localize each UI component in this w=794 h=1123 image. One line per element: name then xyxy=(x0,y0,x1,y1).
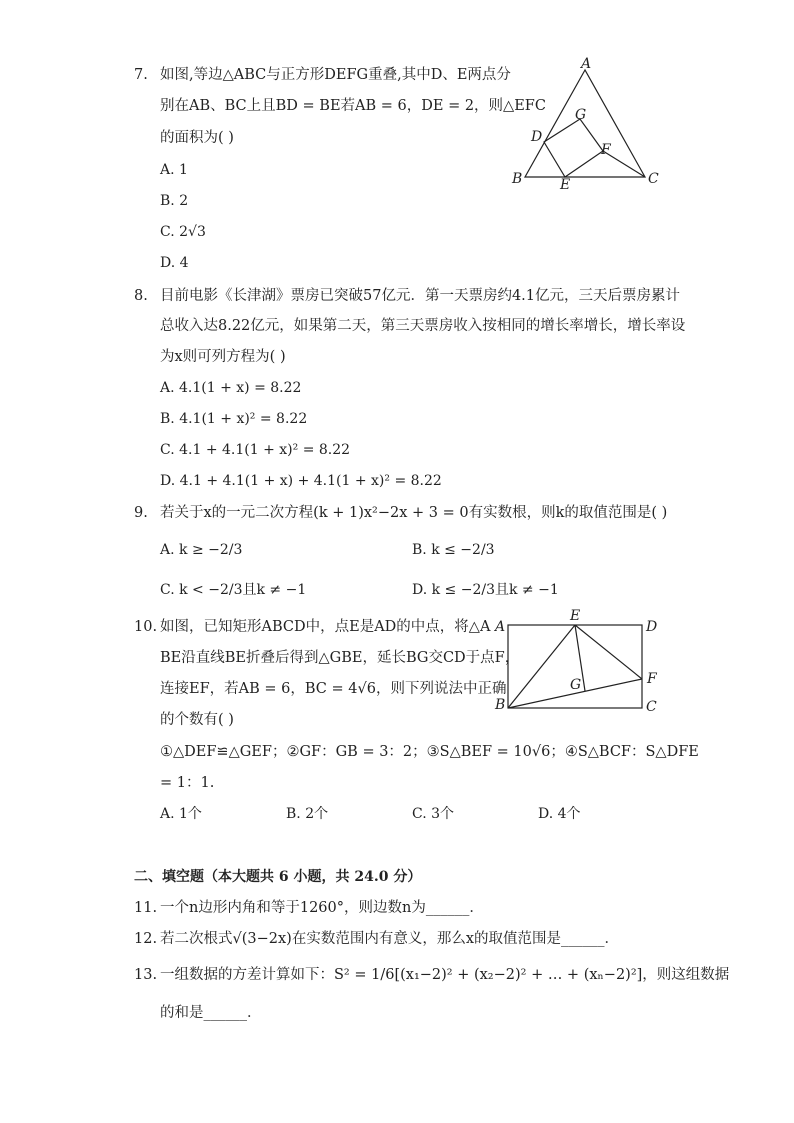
option-d: D. 4 xyxy=(160,255,189,271)
label-d: D xyxy=(531,129,543,145)
statement-list: ①△DEF≌△GEF；②GF：GB = 3：2；③S△BEF = 10√6；④S△BCF：S△DFE xyxy=(160,744,699,760)
label-e: E xyxy=(560,177,571,193)
label-a: A xyxy=(581,56,592,72)
option-d: D. k ≤ −2/3且k ≠ −1 xyxy=(412,582,559,598)
question-text: BE沿直线BE折叠后得到△GBE，延长BG交CD于点F， xyxy=(160,650,520,666)
option-a: A. 4.1(1 + x) = 8.22 xyxy=(160,380,302,396)
question-text: 若关于x的一元二次方程(k + 1)x²−2x + 3 = 0有实数根，则k的取值范围是( ) xyxy=(160,505,668,521)
question-text: 如图，已知矩形ABCD中，点E是AD的中点，将△A xyxy=(160,619,491,635)
question-text: 的个数有( ) xyxy=(160,712,234,728)
question-text: 如图,等边△ABC与正方形DEFG重叠,其中D、E两点分 xyxy=(160,67,511,83)
option-b: B. 4.1(1 + x)² = 8.22 xyxy=(160,411,308,427)
question-text: 的面积为( ) xyxy=(160,130,234,146)
question-text: 一组数据的方差计算如下：S² = 1/6[(x₁−2)² + (x₂−2)² + … + (xₙ−2)²]，则这组数据 xyxy=(160,967,730,983)
question-text: 别在AB、BC上且BD = BE若AB = 6，DE = 2，则△EFC xyxy=(160,98,546,114)
question-number: 12. xyxy=(134,931,158,947)
question-number: 10. xyxy=(134,619,158,635)
option-d: D. 4个 xyxy=(538,806,581,822)
triangle-square-figure xyxy=(505,55,670,195)
label-e: E xyxy=(570,608,581,624)
option-c: C. 2√3 xyxy=(160,224,206,240)
question-number: 7. xyxy=(134,67,148,83)
question-text: 若二次根式√(3−2x)在实数范围内有意义，那么x的取值范围是______． xyxy=(160,931,620,947)
question-text: 一个n边形内角和等于1260°，则边数n为______． xyxy=(160,900,484,916)
question-number: 9. xyxy=(134,505,148,521)
option-d: D. 4.1 + 4.1(1 + x) + 4.1(1 + x)² = 8.22 xyxy=(160,473,442,489)
question-number: 13. xyxy=(134,967,158,983)
option-b: B. k ≤ −2/3 xyxy=(412,542,495,558)
question-number: 8. xyxy=(134,288,148,304)
label-a: A xyxy=(495,619,506,635)
rectangle-fold-figure xyxy=(490,605,665,720)
question-number: 11. xyxy=(134,900,158,916)
question-text: 的和是______． xyxy=(160,1005,262,1021)
label-d: D xyxy=(646,619,658,635)
label-b: B xyxy=(495,697,506,713)
option-a: A. k ≥ −2/3 xyxy=(160,542,243,558)
label-f: F xyxy=(647,671,657,687)
question-text: 总收入达8.22亿元，如果第二天，第三天票房收入按相同的增长率增长，增长率设 xyxy=(160,318,686,334)
label-f: F xyxy=(601,142,611,158)
option-b: B. 2 xyxy=(160,193,189,209)
option-c: C. 3个 xyxy=(412,806,455,822)
label-g: G xyxy=(570,677,582,693)
section-title: 二、填空题（本大题共 6 小题，共 24.0 分） xyxy=(134,869,422,885)
label-c: C xyxy=(648,171,659,187)
question-text: 连接EF，若AB = 6，BC = 4√6，则下列说法中正确 xyxy=(160,681,507,697)
label-c: C xyxy=(646,699,657,715)
question-text: 目前电影《长津湖》票房已突破57亿元．第一天票房约4.1亿元，三天后票房累计 xyxy=(160,288,681,304)
option-a: A. 1 xyxy=(160,162,188,178)
label-b: B xyxy=(512,171,523,187)
statement-list: = 1：1. xyxy=(160,775,215,791)
option-b: B. 2个 xyxy=(286,806,329,822)
question-text: 为x则可列方程为( ) xyxy=(160,349,286,365)
option-a: A. 1个 xyxy=(160,806,202,822)
label-g: G xyxy=(575,107,587,123)
option-c: C. 4.1 + 4.1(1 + x)² = 8.22 xyxy=(160,442,351,458)
option-c: C. k < −2/3且k ≠ −1 xyxy=(160,582,307,598)
